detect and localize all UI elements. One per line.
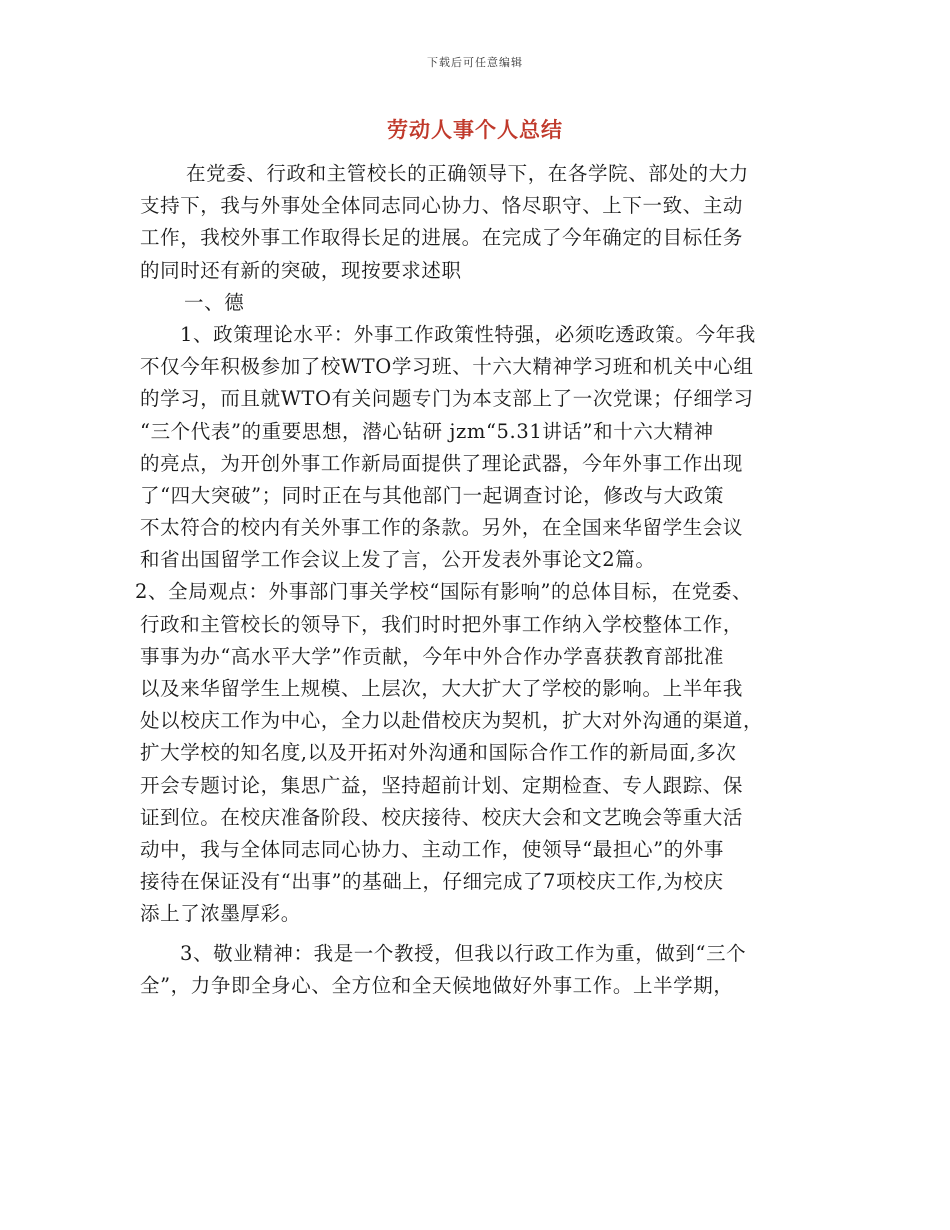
paragraph-line: 的亮点，为开创外事工作新局面提供了理论武器，今年外事工作出现 xyxy=(140,451,744,475)
paragraph-line: 支持下，我与外事处全体同志同心协力、恪尽职守、上下一致、主动 xyxy=(140,194,744,218)
paragraph-line: 行政和主管校长的领导下，我们时时把外事工作纳入学校整体工作， xyxy=(140,612,744,636)
paragraph-line: 以及来华留学生上规模、上层次，大大扩大了学校的影响。上半年我 xyxy=(140,677,744,700)
paragraph-line: 的同时还有新的突破，现按要求述职 xyxy=(140,258,462,282)
paragraph-line: 动中，我与全体同志同心协力、主动工作，使领导“最担心”的外事 xyxy=(140,837,724,861)
paragraph-line: 不仅今年积极参加了校WTO学习班、十六大精神学习班和机关中心组 xyxy=(140,355,754,379)
paragraph-line: “三个代表”的重要思想，潜心钻研 jzm“5.31讲话”和十六大精神 xyxy=(140,419,714,443)
paragraph-line: 不太符合的校内有关外事工作的条款。另外，在全国来华留学生会议 xyxy=(140,516,744,540)
paragraph-line: 开会专题讨论，集思广益，坚持超前计划、定期检查、专人跟踪、保 xyxy=(140,773,744,797)
paragraph-line: 了“四大突破”；同时正在与其他部门一起调查讨论，修改与大政策 xyxy=(140,483,724,507)
paragraph-line: 事事为办“高水平大学”作贡献，今年中外合作办学喜获教育部批准 xyxy=(140,644,724,668)
paragraph-line: 证到位。在校庆准备阶段、校庆接待、校庆大会和文艺晚会等重大活 xyxy=(140,805,744,829)
paragraph-line: 全”，力争即全身心、全方位和全天候地做好外事工作。上半学期， xyxy=(140,973,734,997)
page-header-note: 下载后可任意编辑 xyxy=(427,56,523,69)
paragraph-line: 1、政策理论水平：外事工作政策性特强，必须吃透政策。今年我 xyxy=(180,322,756,346)
paragraph-line: 扩大学校的知名度,以及开拓对外沟通和国际合作工作的新局面,多次 xyxy=(140,741,737,765)
paragraph-line: 处以校庆工作为中心，全力以赴借校庆为契机，扩大对外沟通的渠道， xyxy=(140,709,764,733)
paragraph-line: 2、全局观点：外事部门事关学校“国际有影响”的总体目标，在党委、 xyxy=(135,580,753,604)
document-body xyxy=(135,158,830,1002)
section-heading: 一、德 xyxy=(184,290,245,314)
paragraph-line: 和省出国留学工作会议上发了言，公开发表外事论文2篇。 xyxy=(140,548,656,572)
paragraph-line: 的学习，而且就WTO有关问题专门为本支部上了一次党课；仔细学习 xyxy=(140,387,754,411)
paragraph-line: 工作，我校外事工作取得长足的进展。在完成了今年确定的目标任务 xyxy=(140,226,744,250)
paragraph-line: 3、敬业精神：我是一个教授，但我以行政工作为重，做到“三个 xyxy=(180,941,747,965)
paragraph-line: 接待在保证没有“出事”的基础上，仔细完成了7项校庆工作,为校庆 xyxy=(140,870,724,894)
paragraph-line: 在党委、行政和主管校长的正确领导下，在各学院、部处的大力 xyxy=(186,162,749,185)
document-title: 劳动人事个人总结 xyxy=(387,118,563,142)
paragraph-line: 添上了浓墨厚彩。 xyxy=(140,902,301,926)
